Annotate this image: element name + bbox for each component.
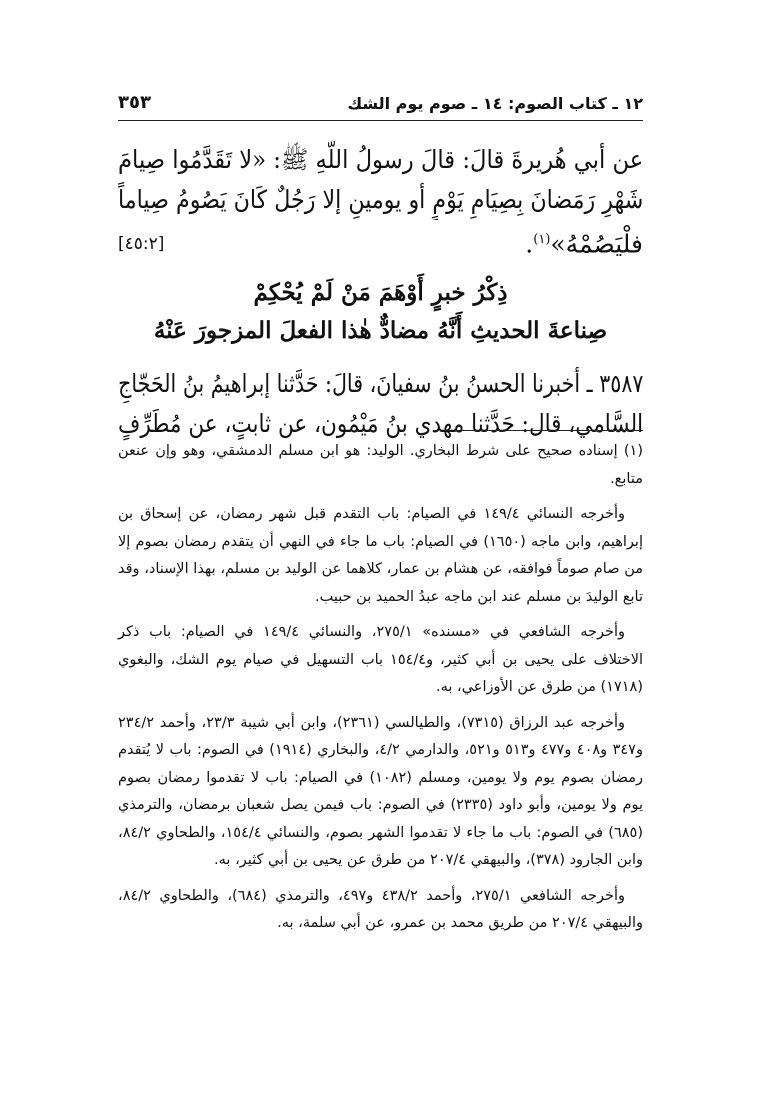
hadith-ending: فلْيَصُمْهُ»	[550, 229, 643, 259]
page-header	[118, 92, 643, 121]
page-number: ٣٥٣	[118, 92, 151, 113]
hadith-reference: [٤٥:٢]	[118, 234, 165, 254]
footnote-paragraph: وأخرجه الشافعي ٢٧٥/١، وأحمد ٤٣٨/٢ و٤٩٧، والترمذي (٦٨٤)، والطحاوي ٨٤/٢، والبيهقي ٢٠٧/٤ من طريق محمد بن عمرو، عن أبي سلمة، به.	[118, 887, 643, 931]
footnotes	[118, 438, 643, 938]
footnote-divider	[455, 430, 643, 431]
footnote-paragraph: وأخرجه النسائي ١٤٩/٤ في الصيام: باب التقدم قبل شهر رمضان، عن إسحاق بن إبراهيم، وابن ماجه (١٦٥٠) في الصيام: باب ما جاء في النهي أن يتقدم رمضان بصوم إلا من صام صوماً فوافقه، عن هشام بن عمار، كلاهما عن الوليد بن مسلم، بهذا الإسناد، وقد تابع الوليدَ بن مسلم عند ابن ماجه عبدُ الحميد بن حبيب.	[118, 506, 643, 605]
footnote-marker: (١)	[533, 232, 551, 247]
chapter-heading	[118, 274, 643, 350]
chapter-heading-line: ذِكْرُ خبرٍ أَوْهَمَ مَنْ لَمْ يُحْكِمْ	[253, 279, 508, 306]
hadith-text	[118, 140, 643, 260]
text-line: فلْيَصُمْهُ»$^{(١)}$. [٤٥:٢]	[118, 220, 643, 260]
running-title: ١٢ ـ كتاب الصوم: ١٤ ـ صوم يوم الشك	[347, 94, 643, 113]
main-text	[118, 140, 643, 444]
text-line: السَّامي، قال: حَدَّثنا مهدي بنُ مَيْمُون، عن ثابتٍ، عن مُطَرِّفٍ	[118, 409, 643, 438]
text-line: شَهْرِ رَمَضانَ بِصِيَامِ يَوْمٍ أو يومينِ إلا رَجُلٌ كَانَ يَصُومُ صِياماً	[118, 185, 643, 214]
text-line: عن أبي هُريرةَ قالَ: قالَ رسولُ اللَّهِ ﷺ: «لا تَقَدَّمُوا صِيامَ	[118, 145, 643, 174]
hadith-3587	[118, 364, 643, 444]
chapter-heading-line: صِناعةَ الحديثِ أَنَّهُ مضادٌّ هٰذا الفعلَ المزجورَ عَنْهُ	[153, 317, 608, 344]
text-line: ٣٥٨٧ ـ أخبرنا الحسنُ بنُ سفيانَ، قالَ: حَدَّثنا إبراهيمُ بنُ الحَجّاجِ	[118, 369, 643, 398]
footnote-paragraph: وأخرجه الشافعي في «مسنده» ٢٧٥/١، والنسائي ١٤٩/٤ في الصيام: باب ذكر الاختلاف على يحيى بن أبي كثير، و١٥٤/٤ باب التسهيل في صيام يوم الشك، والبغوي (١٧١٨) من طرق عن الأوزاعي، به.	[118, 624, 643, 695]
footnote-paragraph: (١) إسناده صحيح على شرط البخاري. الوليد: هو ابن مسلم الدمشقي، وهو وإن عنعن متابع.	[118, 443, 643, 487]
footnote-paragraph: وأخرجه عبد الرزاق (٧٣١٥)، والطيالسي (٢٣٦١)، وابن أبي شيبة ٢٣/٣، وأحمد ٢٣٤/٢ و٣٤٧ و٤٠٨ و٤٧٧ و٥١٣ و٥٢١، والدارمي ٤/٢، والبخاري (١٩١٤) في الصوم: باب لا يُتقدم رمضان بصوم يوم ولا يومين، ومسلم (١٠٨٢) في الصيام: باب لا تقدموا رمضان بصوم يوم ولا يومين، وأبو داود (٢٣٣٥) في الصوم: باب فيمن يصل شعبان برمضان، والترمذي (٦٨٥) في الصوم: باب ما جاء لا تقدموا الشهر بصوم، والنسائي ١٥٤/٤، والطحاوي ٨٤/٢، وابن الجارود (٣٧٨)، والبيهقي ٢٠٧/٤ من طرق عن يحيى بن أبي كثير، به.	[118, 714, 643, 868]
